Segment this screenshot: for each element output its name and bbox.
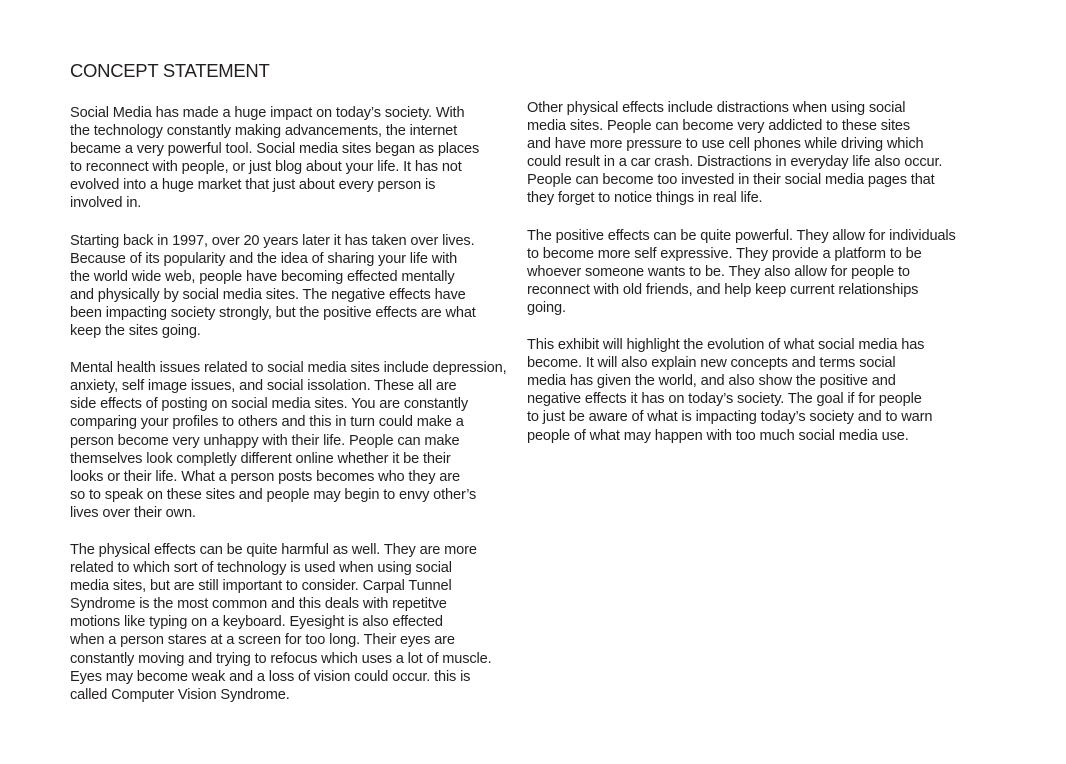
text-line: called Computer Vision Syndrome. [70, 686, 290, 703]
text-line: become. It will also explain new concepts and terms social [527, 355, 896, 372]
body-paragraph [70, 232, 520, 341]
text-line: whoever someone wants to be. They also allow for people to [527, 263, 910, 280]
text-line: Mental health issues related to social media sites include depression, [70, 360, 507, 377]
right-column [527, 99, 977, 464]
body-paragraph [70, 541, 520, 704]
text-line: The physical effects can be quite harmful as well. They are more [70, 541, 477, 558]
text-line: reconnect with old friends, and help keep current relationships [527, 281, 919, 298]
text-line: the world wide web, people have becoming effected mentally [70, 268, 455, 285]
body-paragraph [527, 336, 977, 445]
text-line: to become more self expressive. They provide a platform to be [527, 245, 922, 262]
text-line: Other physical effects include distractions when using social [527, 100, 906, 116]
text-line: been impacting society strongly, but the positive effects are what [70, 304, 476, 321]
body-paragraph [527, 227, 977, 317]
page-title: CONCEPT STATEMENT [70, 60, 270, 81]
text-line: going. [527, 299, 566, 316]
text-line: themselves look completly different online whether it be their [70, 450, 451, 467]
text-line: constantly moving and trying to refocus which uses a lot of muscle. [70, 650, 492, 667]
text-line: Eyes may become weak and a loss of vision could occur. this is [70, 668, 471, 685]
text-line: Social Media has made a huge impact on today’s society. With [70, 105, 465, 121]
text-line: Starting back in 1997, over 20 years later it has taken over lives. [70, 232, 475, 249]
text-line: People can become too invested in their social media pages that [527, 172, 935, 189]
text-line: they forget to notice things in real life. [527, 190, 763, 207]
text-line: and physically by social media sites. The negative effects have [70, 286, 466, 303]
text-line: media sites. People can become very addicted to these sites [527, 118, 910, 135]
left-column [70, 104, 520, 723]
text-line: media sites, but are still important to consider. Carpal Tunnel [70, 578, 452, 595]
text-line: The positive effects can be quite powerful. They allow for individuals [527, 227, 956, 244]
text-line: media has given the world, and also show the positive and [527, 373, 896, 390]
text-line: related to which sort of technology is used when using social [70, 560, 452, 577]
text-line: side effects of posting on social media sites. You are constantly [70, 396, 469, 413]
text-line: and have more pressure to use cell phones while driving which [527, 136, 924, 153]
text-line: This exhibit will highlight the evolution of what social media has [527, 337, 925, 354]
body-paragraph [527, 99, 977, 208]
body-paragraph [70, 359, 520, 522]
text-line: Syndrome is the most common and this deals with repetitve [70, 596, 447, 613]
text-line: could result in a car crash. Distractions in everyday life also occur. [527, 154, 943, 171]
text-line: Because of its popularity and the idea of sharing your life with [70, 250, 458, 267]
text-line: to just be aware of what is impacting today’s society and to warn [527, 409, 933, 426]
text-line: involved in. [70, 195, 142, 212]
text-line: people of what may happen with too much social media use. [527, 427, 909, 444]
text-line: evolved into a huge market that just about every person is [70, 177, 436, 194]
text-line: keep the sites going. [70, 323, 201, 340]
text-line: comparing your profiles to others and this in turn could make a [70, 414, 464, 431]
text-line: looks or their life. What a person posts becomes who they are [70, 468, 460, 485]
text-line: motions like typing on a keyboard. Eyesight is also effected [70, 614, 443, 631]
text-line: when a person stares at a screen for too long. Their eyes are [70, 632, 455, 649]
text-line: person become very unhappy with their life. People can make [70, 432, 460, 449]
text-line: to reconnect with people, or just blog about your life. It has not [70, 159, 462, 176]
text-line: negative effects it has on today’s society. The goal if for people [527, 391, 922, 408]
text-line: anxiety, self image issues, and social issolation. These all are [70, 378, 457, 395]
text-line: the technology constantly making advancements, the internet [70, 123, 458, 140]
text-line: became a very powerful tool. Social media sites began as places [70, 141, 480, 158]
body-paragraph [70, 104, 520, 213]
text-line: so to speak on these sites and people may begin to envy other’s [70, 486, 477, 503]
text-line: lives over their own. [70, 504, 196, 521]
